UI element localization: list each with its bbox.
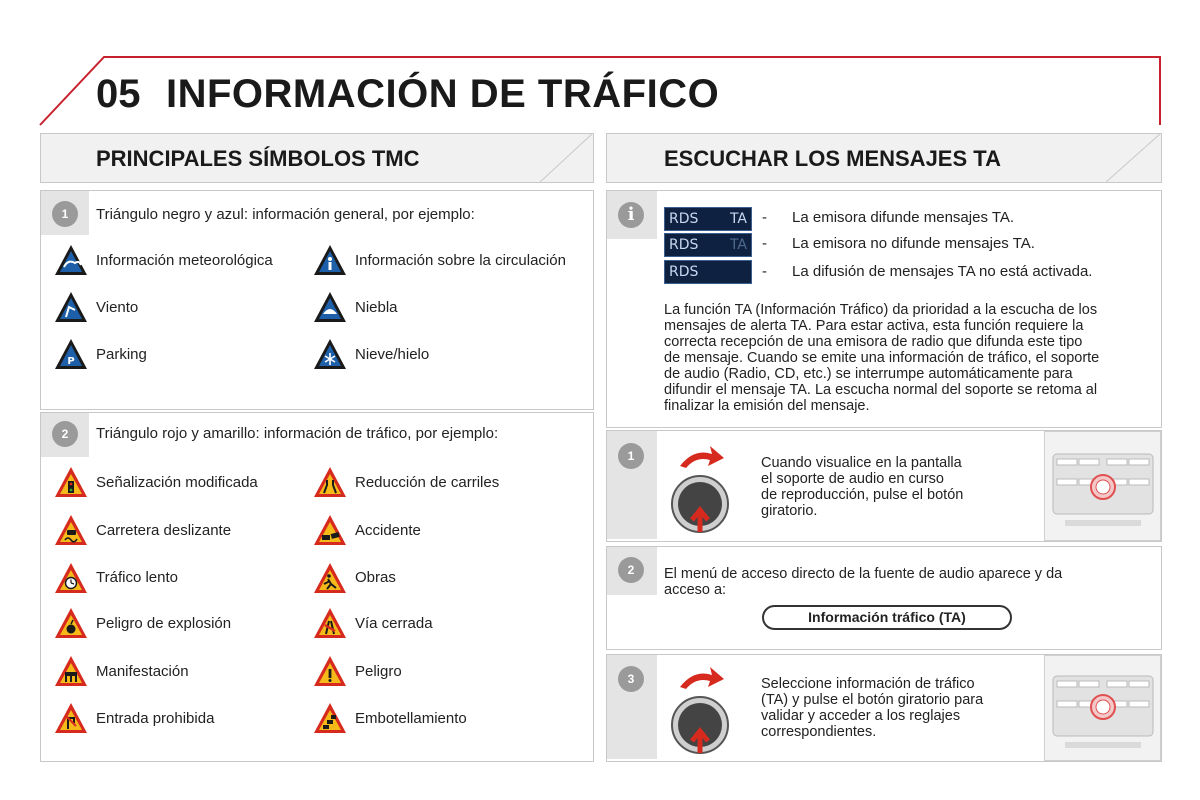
control-panel-drawing xyxy=(1045,656,1160,760)
explosion-icon xyxy=(53,606,89,640)
rds-ta-off-image xyxy=(664,260,752,284)
info-icon: i xyxy=(618,202,644,228)
item-label: Nieve/hielo xyxy=(355,346,430,363)
audio-device-illustration xyxy=(1044,431,1161,541)
rds-dash: - xyxy=(762,263,767,280)
step-badge-1: 1 xyxy=(52,201,78,227)
step1-line: Cuando visualice en la pantalla xyxy=(761,455,962,471)
item-label: Reducción de carriles xyxy=(355,474,500,491)
traffic-info-ta-button[interactable]: Información tráfico (TA) xyxy=(762,605,1012,630)
item-label: Parking xyxy=(96,346,147,363)
step3-line: validar y acceder a los reglajes xyxy=(761,708,961,724)
rds-label: RDS xyxy=(669,237,699,253)
lane-reduction-icon xyxy=(312,465,348,499)
chapter-number: 05 xyxy=(96,72,141,116)
wind-icon xyxy=(53,290,89,324)
step2-line: acceso a: xyxy=(664,582,727,598)
right-title-corner xyxy=(1106,133,1162,183)
paragraph-line: finalizar la emisión del mensaje. xyxy=(664,398,870,414)
ta-label: TA xyxy=(729,237,747,253)
accident-icon xyxy=(312,513,348,547)
item-label: Señalización modificada xyxy=(96,474,258,491)
no-entry-icon xyxy=(53,701,89,735)
rds-ta-active-image xyxy=(664,207,752,231)
item-label: Niebla xyxy=(355,299,398,316)
traffic-light-icon xyxy=(53,465,89,499)
paragraph-line: de mensaje. Cuando se emite una información de tráfico, el soporte xyxy=(664,350,1100,366)
item-label: Entrada prohibida xyxy=(96,710,215,727)
step3-text xyxy=(761,676,1031,740)
roadworks-icon xyxy=(312,561,348,595)
step-badge-2: 2 xyxy=(52,421,78,447)
item-label: Manifestación xyxy=(96,663,189,680)
step-badge-3: 3 xyxy=(618,666,644,692)
item-label: Viento xyxy=(96,299,139,316)
paragraph-line: de audio (Radio, CD, etc.) se interrumpe automáticamente para xyxy=(664,366,1073,382)
item-label: Peligro xyxy=(355,663,402,680)
step2-line: El menú de acceso directo de la fuente de audio aparece y da xyxy=(664,566,1063,582)
tmc-general-heading: Triángulo negro y azul: información general, por ejemplo: xyxy=(96,206,475,223)
snow-ice-icon xyxy=(312,337,348,371)
fog-icon xyxy=(312,290,348,324)
weather-icon xyxy=(53,243,89,277)
ta-label: TA xyxy=(729,211,747,227)
right-section-title: ESCUCHAR LOS MENSAJES TA xyxy=(664,146,1001,171)
rotary-knob-press-icon xyxy=(664,657,740,757)
paragraph-line: difundir el mensaje TA. La escucha normal del soporte se retoma al xyxy=(664,382,1098,398)
step3-line: (TA) y pulse el botón giratorio para xyxy=(761,692,984,708)
step2-panel xyxy=(606,546,1162,650)
item-label: Accidente xyxy=(355,522,421,539)
rds-label: RDS xyxy=(669,264,699,280)
step2-text xyxy=(664,566,1144,598)
step1-line: de reproducción, pulse el botón xyxy=(761,487,964,503)
danger-icon xyxy=(312,654,348,688)
chapter-title: INFORMACIÓN DE TRÁFICO xyxy=(166,72,720,116)
step-badge-2: 2 xyxy=(618,557,644,583)
audio-device-illustration xyxy=(1044,655,1161,761)
traffic-jam-icon xyxy=(312,701,348,735)
parking-icon xyxy=(53,337,89,371)
item-label: Embotellamiento xyxy=(355,710,467,727)
rds-dash: - xyxy=(762,209,767,226)
demonstration-icon xyxy=(53,654,89,688)
step1-line: giratorio. xyxy=(761,503,818,519)
item-label: Obras xyxy=(355,569,396,586)
step1-text xyxy=(761,455,1031,519)
step-badge-1: 1 xyxy=(618,443,644,469)
step3-line: correspondientes. xyxy=(761,724,877,740)
rds-label: RDS xyxy=(669,211,699,227)
left-section-title: PRINCIPALES SÍMBOLOS TMC xyxy=(96,146,420,171)
slow-traffic-icon xyxy=(53,561,89,595)
control-panel-drawing xyxy=(1045,432,1160,540)
rds-dash: - xyxy=(762,235,767,252)
rds-description: La emisora difunde mensajes TA. xyxy=(792,209,1015,226)
item-label: Vía cerrada xyxy=(355,615,433,632)
svg-text:P: P xyxy=(67,356,75,367)
rds-description: La difusión de mensajes TA no está activada. xyxy=(792,263,1093,280)
ta-function-paragraph xyxy=(664,302,1154,414)
item-label: Información sobre la circulación xyxy=(355,252,566,269)
left-title-corner xyxy=(540,133,594,183)
tmc-traffic-heading: Triángulo rojo y amarillo: información de tráfico, por ejemplo: xyxy=(96,425,499,442)
rotary-knob-press-icon xyxy=(664,436,740,536)
item-label: Tráfico lento xyxy=(96,569,178,586)
step1-line: el soporte de audio en curso xyxy=(761,471,944,487)
rds-ta-dimmed-image xyxy=(664,233,752,257)
item-label: Peligro de explosión xyxy=(96,615,232,632)
item-label: Carretera deslizante xyxy=(96,522,232,539)
road-closed-icon xyxy=(312,606,348,640)
traffic-info-icon xyxy=(312,243,348,277)
paragraph-line: mensajes de alerta TA. Para estar activa, esta función requiere la xyxy=(664,318,1084,334)
step3-line: Seleccione información de tráfico xyxy=(761,676,975,692)
rds-description: La emisora no difunde mensajes TA. xyxy=(792,235,1035,252)
paragraph-line: La función TA (Información Tráfico) da prioridad a la escucha de los xyxy=(664,302,1098,318)
item-label: Información meteorológica xyxy=(96,252,273,269)
paragraph-line: correcta recepción de una emisora de radio que difunda este tipo xyxy=(664,334,1083,350)
slippery-road-icon xyxy=(53,513,89,547)
